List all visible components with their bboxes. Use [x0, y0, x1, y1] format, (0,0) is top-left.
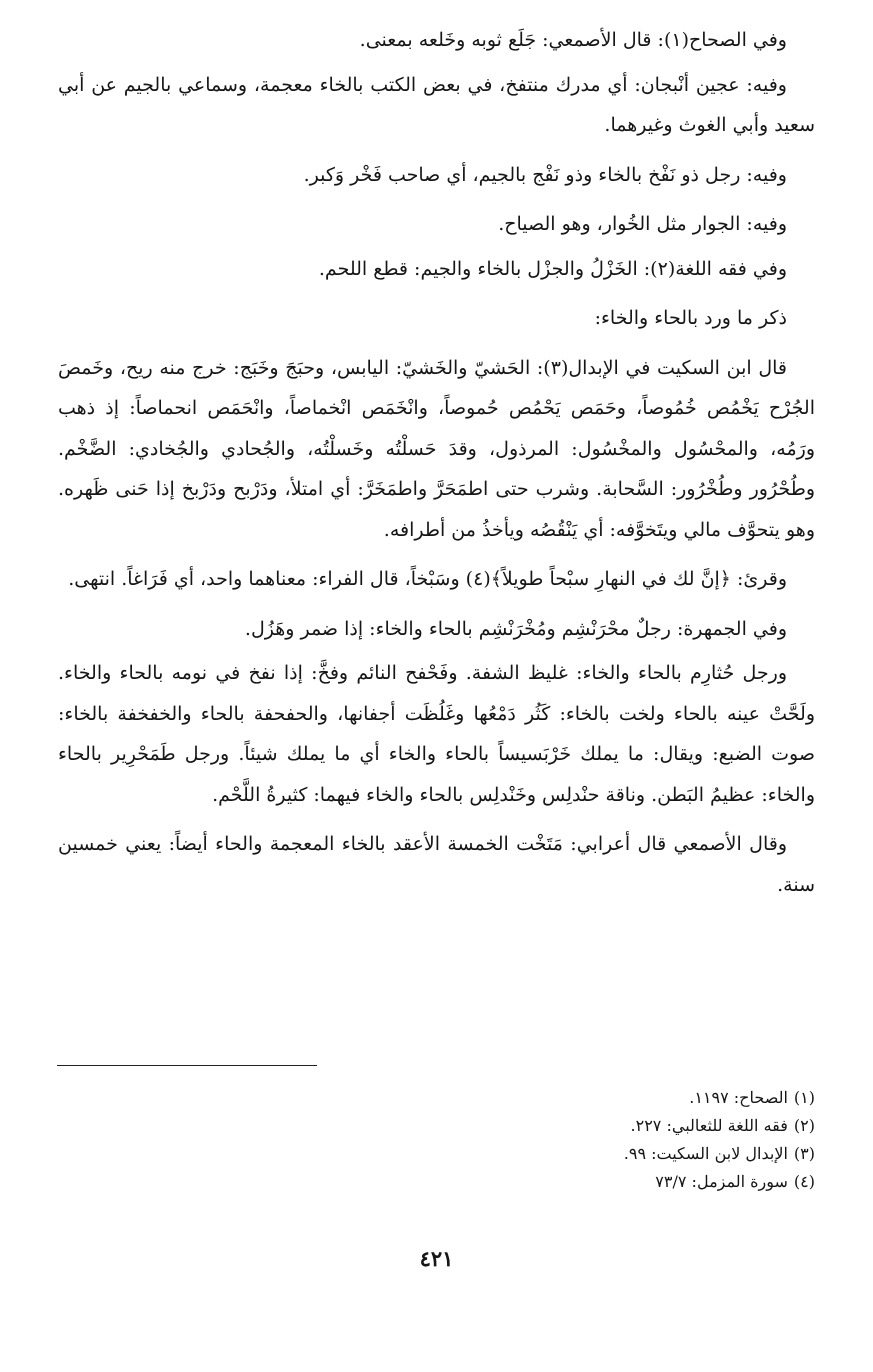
- footnote-divider: [57, 1065, 317, 1066]
- paragraph-hutharim: ورجل حُثارِم بالحاء والخاء: غليظ الشفة. وفَحْفح النائم وفخَّ: إذا نفخ في نومه بالحاء والخاء. ولَحَّتْ عينه بالحاء ولخت بالخاء: كَثُر دَمْعُها وغَلُظَت أجفانها، والحفحفة بالحاء والخفخفة بالخاء: صوت الضبع: ويقال: ما يملك خَرْبَسيساً بالحاء والخاء أي ما يملك شيئاً. ورجل طَمَحْرِير بالحاء والخاء: عظيمُ البَطن. وناقة حنْدلِس وخَنْدلِس بالحاء والخاء فيهما: كثيرةُ اللَّحْم.: [58, 662, 815, 806]
- footnotes-list: [55, 1084, 815, 1196]
- paragraph-nafkh: وفيه: رجل ذو نَفْخ بالخاء وذو نَفْج بالجيم، أي صاحب فَخْر وَكبر.: [303, 163, 787, 186]
- paragraph-juwar: وفيه: الجوار مثل الخُوار، وهو الصياح.: [498, 213, 787, 235]
- footnote-item: [55, 1168, 815, 1196]
- paragraph-jamhara: وفي الجمهرة: رجلٌ محْرَنْشِم ومُخْرَنْشِم بالحاء والخاء: إذا ضمر وهَزُل.: [244, 617, 787, 640]
- footnote-text: فقه اللغة للثعالبي: ٢٢٧.: [630, 1116, 788, 1135]
- paragraph-sahah-jala: وفي الصحاح(١): قال الأصمعي: جَلَع ثوبه وخَلعه بمعنى.: [359, 29, 787, 51]
- footnote-item: [55, 1112, 815, 1140]
- footnote-number: (٤): [793, 1172, 815, 1191]
- page-number: ٤٢١: [419, 1246, 454, 1271]
- paragraph-anbajan: وفيه: عجين أنْبجان: أي مدرك منتفخ، في بعض الكتب بالخاء معجمة، وسماعي بالجيم عن أبي سعيد وأبي الغوث وغيرهما.: [58, 73, 815, 136]
- paragraph-qiraa: وقرئ: ﴿إنَّ لك في النهارِ سبْحاً طويلاً﴾(٤) وسَبْخاً، قال الفراء: معناهما واحد، أي فَرَاغاً. انتهى.: [68, 568, 787, 590]
- footnote-number: (١): [793, 1088, 815, 1107]
- footnote-text: الصحاح: ١١٩٧.: [689, 1088, 788, 1107]
- paragraph-asmai: وقال الأصمعي قال أعرابي: مَتَخْت الخمسة الأعقد بالخاء المعجمة والحاء أيضاً: يعني خمسين سنة.: [58, 833, 815, 896]
- paragraph-ibdal: قال ابن السكيت في الإبدال(٣): الحَشيّ والخَشيّ: اليابس، وحبَجَ وخَبَج: خرج منه ريح، وخَمصَ الجُرْح يَخْمُص خُمُوصاً، وحَمَص يَحْمُص حُموصاً، وانْخَمَص انْخماصاً، وانْحَمَص انحماصاً: إذ ذهب ورَمُه، والمحْسُول والمخْسُول: المرذول، وقدَ حَسلْتُه وخَسلْتُه، والجُحادي والجُخادي: الضَّخْم. وطُحْرُور وطُخْرُور: السَّحابة. وشرب حتى اطمَحَرَّ واطمَخَرَّ: أي امتلأ، ودَرْبح ودَرْبخ إذا حَنى ظَهره. وهو يتحوَّف مالي ويتَخوَّفه: أي يَنْقُصُه ويأخذُ من أطرافه.: [58, 356, 815, 541]
- footnote-text: الإبدال لابن السكيت: ٩٩.: [623, 1144, 788, 1163]
- section-heading-ha-kha: ذكر ما ورد بالحاء والخاء:: [594, 307, 787, 329]
- footnote-number: (٢): [793, 1116, 815, 1135]
- footnote-number: (٣): [793, 1144, 815, 1163]
- footnote-item: [55, 1140, 815, 1168]
- footnote-text: سورة المزمل: ٧٣/٧: [655, 1172, 788, 1191]
- paragraph-fiqh-allugha: وفي فقه اللغة(٢): الخَزْلُ والجزْل بالخاء والجيم: قطع اللحم.: [318, 257, 787, 280]
- main-text: [58, 20, 815, 905]
- footnote-item: [55, 1084, 815, 1112]
